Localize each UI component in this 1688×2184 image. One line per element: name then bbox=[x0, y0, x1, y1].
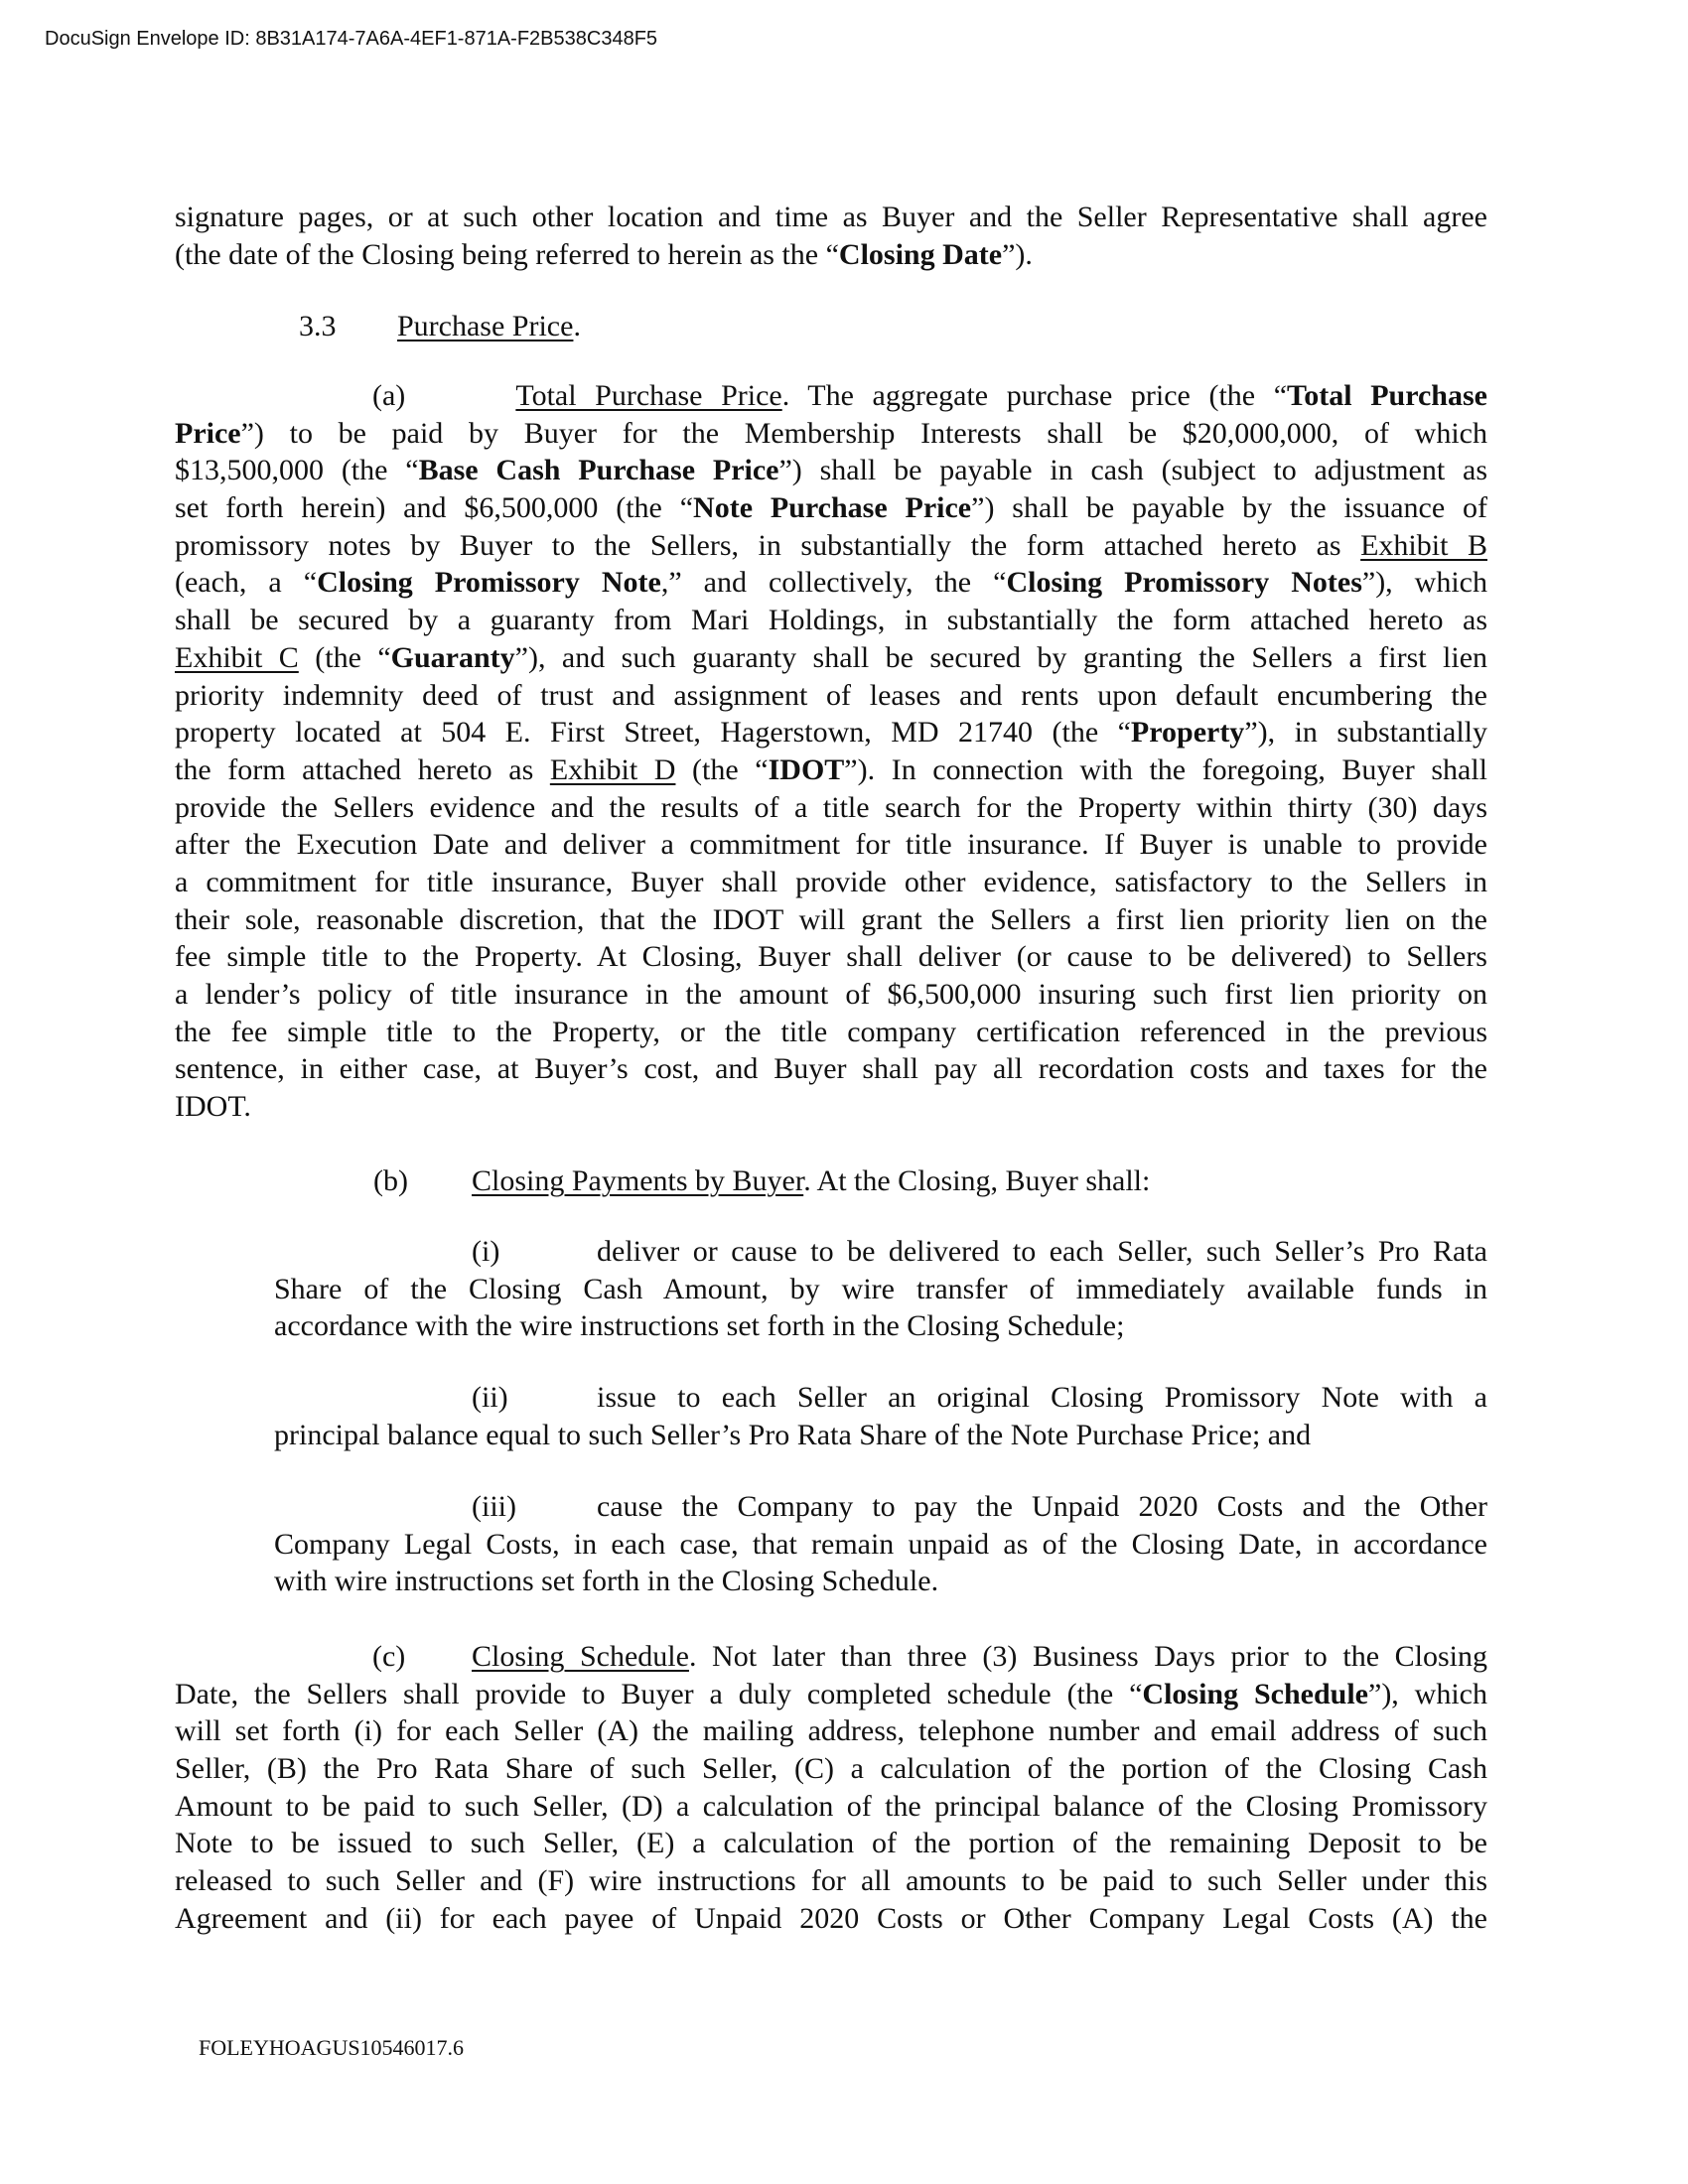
text-line: their sole, reasonable discretion, that the IDOT will grant the Sellers a first lien priority lien on the bbox=[175, 902, 1487, 936]
text: (each, a “ bbox=[175, 566, 318, 600]
text-line: fee simple title to the Property. At Closing, Buyer shall deliver (or cause to be delivered) to Sellers bbox=[175, 940, 1487, 974]
defined-term: Note Purchase Price bbox=[693, 491, 972, 525]
text: ”) to be paid by Buyer for the Membership Interests shall be $20,000,000, of which bbox=[240, 416, 1487, 450]
text: promissory notes by Buyer to the Sellers, in substantially the form attached hereto as bbox=[175, 528, 1361, 562]
text-line bbox=[175, 527, 1487, 565]
text-line: shall be secured by a guaranty from Mari Holdings, in substantially the form attached hereto as bbox=[175, 604, 1487, 637]
text-line: Share of the Closing Cash Amount, by wire transfer of immediately available funds in bbox=[274, 1272, 1487, 1305]
section-number: 3.3 bbox=[299, 310, 337, 342]
text-line bbox=[274, 1233, 1487, 1271]
intro-paragraph bbox=[175, 199, 1487, 273]
text-line bbox=[175, 489, 1487, 527]
section-title: Purchase Price bbox=[397, 310, 574, 342]
text-line: a commitment for title insurance, Buyer shall provide other evidence, satisfactory to the Sellers in bbox=[175, 865, 1487, 898]
text-line: provide the Sellers evidence and the results of a title search for the Property within thirty (30) days bbox=[175, 790, 1487, 824]
text-line: Note to be issued to such Seller, (E) a calculation of the portion of the remaining Deposit to be bbox=[175, 1827, 1487, 1860]
text: (the date of the Closing being referred to herein as the “ bbox=[175, 237, 839, 271]
para-heading-wrap bbox=[472, 1162, 1150, 1200]
exhibit-c-reference: Exhibit C bbox=[175, 640, 299, 674]
subclause-ii bbox=[274, 1379, 1487, 1453]
text-line bbox=[175, 714, 1487, 751]
text-line bbox=[175, 452, 1487, 489]
text-line bbox=[175, 751, 1487, 789]
para-label: (a) bbox=[372, 379, 406, 412]
text: cause the Company to pay the Unpaid 2020 Costs and the Other bbox=[597, 1490, 1487, 1523]
text: deliver or cause to be delivered to each Seller, such Seller’s Pro Rata bbox=[597, 1235, 1487, 1268]
text: ”) shall be payable by the issuance of bbox=[971, 491, 1487, 525]
text-line: the fee simple title to the Property, or the title company certification referenced in the previous bbox=[175, 1015, 1487, 1048]
text-line: IDOT. bbox=[175, 1090, 251, 1124]
para-heading: Closing Schedule bbox=[472, 1640, 689, 1673]
text: (the “ bbox=[675, 752, 769, 786]
text: (the “ bbox=[298, 640, 391, 674]
defined-term: Property bbox=[1130, 716, 1245, 750]
text: ,” and collectively, the “ bbox=[660, 566, 1007, 600]
text-line bbox=[274, 1379, 1487, 1417]
subclause-iii bbox=[274, 1488, 1487, 1600]
paragraph-a bbox=[175, 377, 1487, 1126]
paragraph-b-heading bbox=[175, 1162, 1487, 1200]
paragraph-c bbox=[175, 1638, 1487, 1938]
text-line bbox=[175, 1676, 1487, 1713]
para-label: (b) bbox=[373, 1164, 408, 1197]
text-line: priority indemnity deed of trust and assignment of leases and rents upon default encumbering the bbox=[175, 678, 1487, 712]
text-line: Seller, (B) the Pro Rata Share of such Seller, (C) a calculation of the portion of the Closing Cash bbox=[175, 1752, 1487, 1786]
text: property located at 504 E. First Street, Hagerstown, MD 21740 (the “ bbox=[175, 716, 1131, 750]
para-heading: Total Purchase Price bbox=[515, 379, 782, 412]
text-line bbox=[175, 415, 1487, 453]
text: ”), in substantially bbox=[1244, 716, 1488, 750]
defined-term: IDOT bbox=[768, 752, 845, 786]
text-line: Company Legal Costs, in each case, that remain unpaid as of the Closing Date, in accordance bbox=[274, 1527, 1487, 1561]
text-line bbox=[175, 377, 1487, 415]
text: ”). In connection with the foregoing, Buyer shall bbox=[844, 752, 1487, 786]
text: ”), which bbox=[1368, 1677, 1487, 1710]
defined-term: Guaranty bbox=[390, 640, 515, 674]
section-title-wrap bbox=[397, 308, 581, 345]
spacer bbox=[405, 379, 515, 412]
text: $13,500,000 (the “ bbox=[175, 454, 419, 487]
text: . At the Closing, Buyer shall: bbox=[803, 1164, 1151, 1197]
subclause-i bbox=[274, 1233, 1487, 1345]
text-line: after the Execution Date and deliver a commitment for title insurance. If Buyer is unable to provide bbox=[175, 828, 1487, 862]
text-line bbox=[274, 1488, 1487, 1526]
defined-term: Base Cash Purchase Price bbox=[418, 454, 779, 487]
subclause-label: (iii) bbox=[472, 1490, 516, 1523]
text-line: sentence, in either case, at Buyer’s cost, and Buyer shall pay all recordation costs and taxes for the bbox=[175, 1052, 1487, 1086]
defined-term: Total Purchase bbox=[1287, 379, 1487, 412]
text: ”), and such guaranty shall be secured by granting the Sellers a first lien bbox=[514, 640, 1488, 674]
text-line: Amount to be paid to such Seller, (D) a calculation of the principal balance of the Closing Promissory bbox=[175, 1789, 1487, 1823]
text: Date, the Sellers shall provide to Buyer a duly completed schedule (the “ bbox=[175, 1677, 1143, 1710]
text-line: principal balance equal to such Seller’s Pro Rata Share of the Note Purchase Price; and bbox=[274, 1418, 1312, 1451]
subclause-label: (i) bbox=[472, 1235, 500, 1268]
text-line: with wire instructions set forth in the Closing Schedule. bbox=[274, 1565, 939, 1598]
text: issue to each Seller an original Closing Promissory Note with a bbox=[597, 1381, 1487, 1414]
text-line: will set forth (i) for each Seller (A) the mailing address, telephone number and email address of such bbox=[175, 1714, 1487, 1748]
text-line: accordance with the wire instructions set forth in the Closing Schedule; bbox=[274, 1309, 1125, 1343]
subclause-label: (ii) bbox=[472, 1381, 508, 1414]
section-heading bbox=[175, 308, 1487, 345]
text-line: released to such Seller and (F) wire instructions for all amounts to be paid to such Seller under this bbox=[175, 1864, 1487, 1898]
text: ”). bbox=[1002, 237, 1033, 271]
defined-term: Closing Schedule bbox=[1142, 1677, 1368, 1710]
text-line bbox=[175, 236, 1487, 274]
text: ”), which bbox=[1361, 566, 1487, 600]
text: . The aggregate purchase price (the “ bbox=[781, 379, 1288, 412]
para-label: (c) bbox=[372, 1640, 406, 1673]
text-line: signature pages, or at such other location and time as Buyer and the Seller Representative shall agree bbox=[175, 201, 1487, 233]
text bbox=[472, 1638, 1487, 1676]
defined-term: Closing Promissory Notes bbox=[1006, 566, 1362, 600]
text: ”) shall be payable in cash (subject to adjustment as bbox=[778, 454, 1487, 487]
docusign-envelope-id: DocuSign Envelope ID: 8B31A174-7A6A-4EF1-871A-F2B538C348F5 bbox=[45, 28, 658, 50]
defined-term: Price bbox=[175, 416, 241, 450]
text: set forth herein) and $6,500,000 (the “ bbox=[175, 491, 694, 525]
text-line: a lender’s policy of title insurance in the amount of $6,500,000 insuring such first lien priority on bbox=[175, 978, 1487, 1011]
defined-term: Closing Date bbox=[838, 237, 1003, 271]
defined-term: Closing Promissory Note bbox=[317, 566, 661, 600]
text: the form attached hereto as bbox=[175, 752, 550, 786]
text: . Not later than three (3) Business Days prior to the Closing bbox=[688, 1640, 1487, 1673]
text-line bbox=[175, 1638, 1487, 1676]
exhibit-d-reference: Exhibit D bbox=[549, 752, 676, 786]
text-line: Agreement and (ii) for each payee of Unpaid 2020 Costs or Other Company Legal Costs (A) the bbox=[175, 1901, 1487, 1935]
exhibit-b-reference: Exhibit B bbox=[1360, 528, 1487, 562]
para-heading: Closing Payments by Buyer bbox=[472, 1164, 804, 1197]
text-line bbox=[175, 639, 1487, 677]
text-line bbox=[175, 564, 1487, 602]
document-footer-id: FOLEYHOAGUS10546017.6 bbox=[199, 2035, 465, 2060]
text: . bbox=[573, 310, 581, 342]
